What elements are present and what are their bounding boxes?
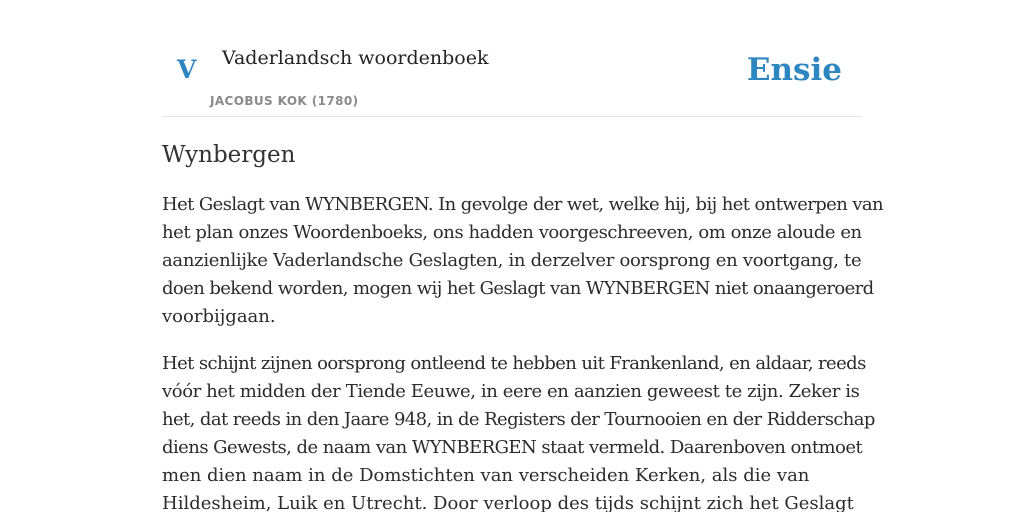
- paragraph-line: het plan onzes Woordenboeks, ons hadden voorgeschreeven, om onze aloude en: [162, 222, 862, 243]
- paragraph-line: vóór het midden der Tiende Eeuwe, in eere en aanzien geweest te zijn. Zeker is: [162, 381, 860, 402]
- paragraph-line: aanzienlijke Vaderlandsche Geslagten, in derzelver oorsprong en voortgang, te: [162, 250, 862, 271]
- paragraph-line: het, dat reeds in den Jaare 948, in de Registers der Tournooien en der Ridderschap: [162, 409, 875, 430]
- book-title-link[interactable]: Vaderlandsch woordenboek: [222, 47, 489, 69]
- book-letter-badge[interactable]: V: [177, 55, 197, 84]
- paragraph-line: Het schijnt zijnen oorsprong ontleend te hebben uit Frankenland, en aldaar, reeds: [162, 353, 866, 374]
- entry-content: [162, 138, 884, 512]
- header: [162, 0, 862, 117]
- paragraph-line: Het Geslagt van WYNBERGEN. In gevolge der wet, welke hij, bij het ontwerpen van: [162, 194, 884, 215]
- paragraph-line: men dien naam in de Domstichten van verscheiden Kerken, als die van: [162, 465, 810, 486]
- book-author: JACOBUS KOK (1780): [210, 94, 359, 108]
- entry-title: Wynbergen: [162, 142, 296, 168]
- entry-paragraph-1: [162, 191, 884, 331]
- paragraph-line: voorbijgaan.: [162, 306, 276, 327]
- paragraph-line: diens Gewests, de naam van WYNBERGEN staat vermeld. Daarenboven ontmoet: [162, 437, 863, 458]
- paragraph-line: Hildesheim, Luik en Utrecht. Door verloop des tijds schijnt zich het Geslagt: [162, 493, 854, 512]
- paragraph-line: doen bekend worden, mogen wij het Geslagt van WYNBERGEN niet onaangeroerd: [162, 278, 874, 299]
- entry-paragraph-2: [162, 350, 875, 512]
- ensie-logo-link[interactable]: Ensie: [746, 52, 842, 88]
